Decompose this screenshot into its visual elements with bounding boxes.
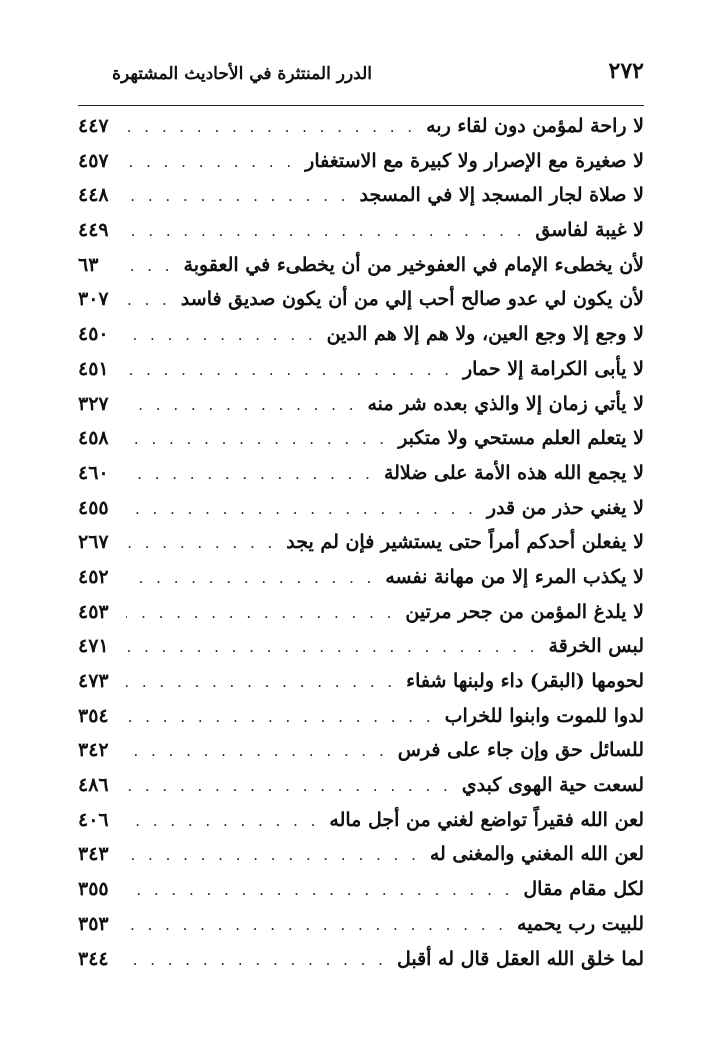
dot-leader — [126, 630, 549, 664]
entry-page-number: ٤٥٠ — [78, 323, 109, 346]
entry-page-number: ٤٤٨ — [78, 184, 109, 207]
index-entry — [78, 560, 644, 595]
index-entry — [78, 144, 644, 179]
index-entry — [78, 595, 644, 630]
index-entry — [78, 733, 644, 768]
entry-page-number: ٣٥٥ — [78, 878, 109, 901]
entry-page-number: ٤٥٥ — [78, 496, 109, 519]
running-title: الدرر المنتثرة في الأحاديث المشتهرة — [112, 64, 372, 84]
entry-page-number: ٤٧٣ — [78, 670, 109, 692]
entry-text: لا يجمع الله هذه الأمة على ضلالة — [383, 461, 644, 484]
dot-leader — [126, 110, 426, 144]
index-entry — [78, 629, 644, 664]
index-entry — [78, 248, 644, 283]
dot-leader — [126, 734, 398, 768]
index-entries — [78, 109, 644, 976]
entry-page-number: ٦٣ — [78, 253, 99, 276]
entry-text: لأن يخطىء الإمام في العفوخير من أن يخطىء في العقوبة — [183, 253, 644, 276]
entry-text: لعن الله فقيراً تواضع لغني من أجل ماله — [329, 808, 644, 831]
index-entry — [78, 387, 644, 422]
entry-text: لا يفعلن أحدكم أمراً حتى يستشير فإن لم يجد — [286, 531, 644, 554]
entry-text: لا يأتي زمان إلا والذي بعده شر منه — [367, 392, 644, 415]
index-entry — [78, 664, 644, 699]
entry-page-number: ٤٠٦ — [78, 808, 109, 831]
entry-text: لا صغيرة مع الإصرار ولا كبيرة مع الاستغفار — [305, 149, 644, 172]
entry-text: لعن الله المغني والمغنى له — [429, 843, 644, 866]
entry-page-number: ٤٦٠ — [78, 461, 109, 484]
entry-page-number: ٤٥٢ — [78, 565, 109, 588]
index-entry — [78, 942, 644, 977]
entry-text: لا يتعلم العلم مستحي ولا متكبر — [398, 427, 644, 450]
dot-leader — [126, 561, 385, 595]
index-entry — [78, 872, 644, 907]
dot-leader — [126, 838, 430, 872]
index-entry — [78, 109, 644, 144]
entry-page-number: ٣٥٤ — [78, 704, 109, 727]
index-entry — [78, 178, 644, 213]
entry-text: لا وجع إلا وجع العين، ولا هم إلا هم الدين — [326, 323, 644, 346]
dot-leader — [126, 700, 445, 734]
dot-leader — [126, 283, 181, 317]
index-entry — [78, 768, 644, 803]
dot-leader — [126, 665, 406, 699]
dot-leader — [126, 214, 535, 248]
entry-page-number: ٤٥١ — [78, 357, 109, 380]
dot-leader — [126, 596, 405, 630]
dot-leader — [126, 492, 487, 526]
entry-text: لا يأبى الكرامة إلا حمار — [463, 357, 644, 380]
entry-text: لكل مقام مقال — [523, 878, 644, 901]
entry-text: لسعت حية الهوى كبدي — [461, 774, 644, 797]
entry-page-number: ٢٦٧ — [78, 531, 109, 554]
entry-page-number: ٤٤٩ — [78, 219, 109, 242]
entry-page-number: ٤٧١ — [78, 635, 109, 658]
dot-leader — [126, 908, 517, 942]
dot-leader — [126, 804, 329, 838]
entry-text: لا يغني حذر من قدر — [486, 496, 644, 519]
entry-page-number: ٣٤٢ — [78, 739, 109, 762]
index-entry — [78, 525, 644, 560]
header-divider — [78, 105, 644, 106]
entry-page-number: ٣٤٤ — [78, 947, 109, 970]
entry-text: للسائل حق وإن جاء على فرس — [397, 739, 644, 762]
index-entry — [78, 352, 644, 387]
dot-leader — [126, 422, 398, 456]
entry-page-number: ٤٤٧ — [78, 115, 109, 137]
index-entry — [78, 837, 644, 872]
index-entry — [78, 907, 644, 942]
dot-leader — [126, 457, 384, 491]
index-entry — [78, 491, 644, 526]
dot-leader — [126, 353, 463, 387]
dot-leader — [126, 873, 523, 907]
dot-leader — [126, 388, 367, 422]
entry-text: لدوا للموت وابنوا للخراب — [444, 704, 644, 727]
index-entry — [78, 213, 644, 248]
dot-leader — [126, 249, 184, 283]
entry-text: لا يلدغ المؤمن من جحر مرتين — [405, 600, 644, 623]
index-entry — [78, 282, 644, 317]
index-entry — [78, 699, 644, 734]
entry-text: لا غيبة لفاسق — [535, 219, 644, 242]
index-entry — [78, 456, 644, 491]
page-header — [78, 58, 644, 98]
dot-leader — [126, 943, 397, 977]
entry-page-number: ٣٥٣ — [78, 912, 109, 935]
entry-text: لأن يكون لي عدو صالح أحب إلي من أن يكون صديق فاسد — [180, 288, 644, 311]
dot-leader — [126, 145, 305, 179]
entry-text: لحومها (البقر) داء ولبنها شفاء — [406, 670, 644, 692]
entry-text: للبيت رب يحميه — [517, 912, 644, 935]
entry-page-number: ٣٠٧ — [78, 288, 109, 311]
dot-leader — [126, 179, 360, 213]
dot-leader — [126, 318, 327, 352]
entry-page-number: ٣٢٧ — [78, 392, 109, 415]
entry-text: لبس الخرقة — [548, 635, 644, 658]
entry-text: لا صلاة لجار المسجد إلا في المسجد — [359, 184, 644, 207]
page-number: ٢٧٢ — [608, 58, 644, 84]
entry-text: لما خلق الله العقل قال له أقبل — [396, 947, 644, 970]
entry-page-number: ٤٥٨ — [78, 427, 109, 450]
entry-page-number: ٤٥٣ — [78, 600, 109, 623]
index-entry — [78, 421, 644, 456]
entry-text: لا يكذب المرء إلا من مهانة نفسه — [385, 565, 644, 588]
entry-text: لا راحة لمؤمن دون لقاء ربه — [426, 115, 644, 137]
dot-leader — [126, 526, 286, 560]
entry-page-number: ٤٥٧ — [78, 149, 109, 172]
entry-page-number: ٤٨٦ — [78, 774, 109, 797]
index-entry — [78, 317, 644, 352]
entry-page-number: ٣٤٣ — [78, 843, 109, 866]
index-entry — [78, 803, 644, 838]
dot-leader — [126, 769, 462, 803]
